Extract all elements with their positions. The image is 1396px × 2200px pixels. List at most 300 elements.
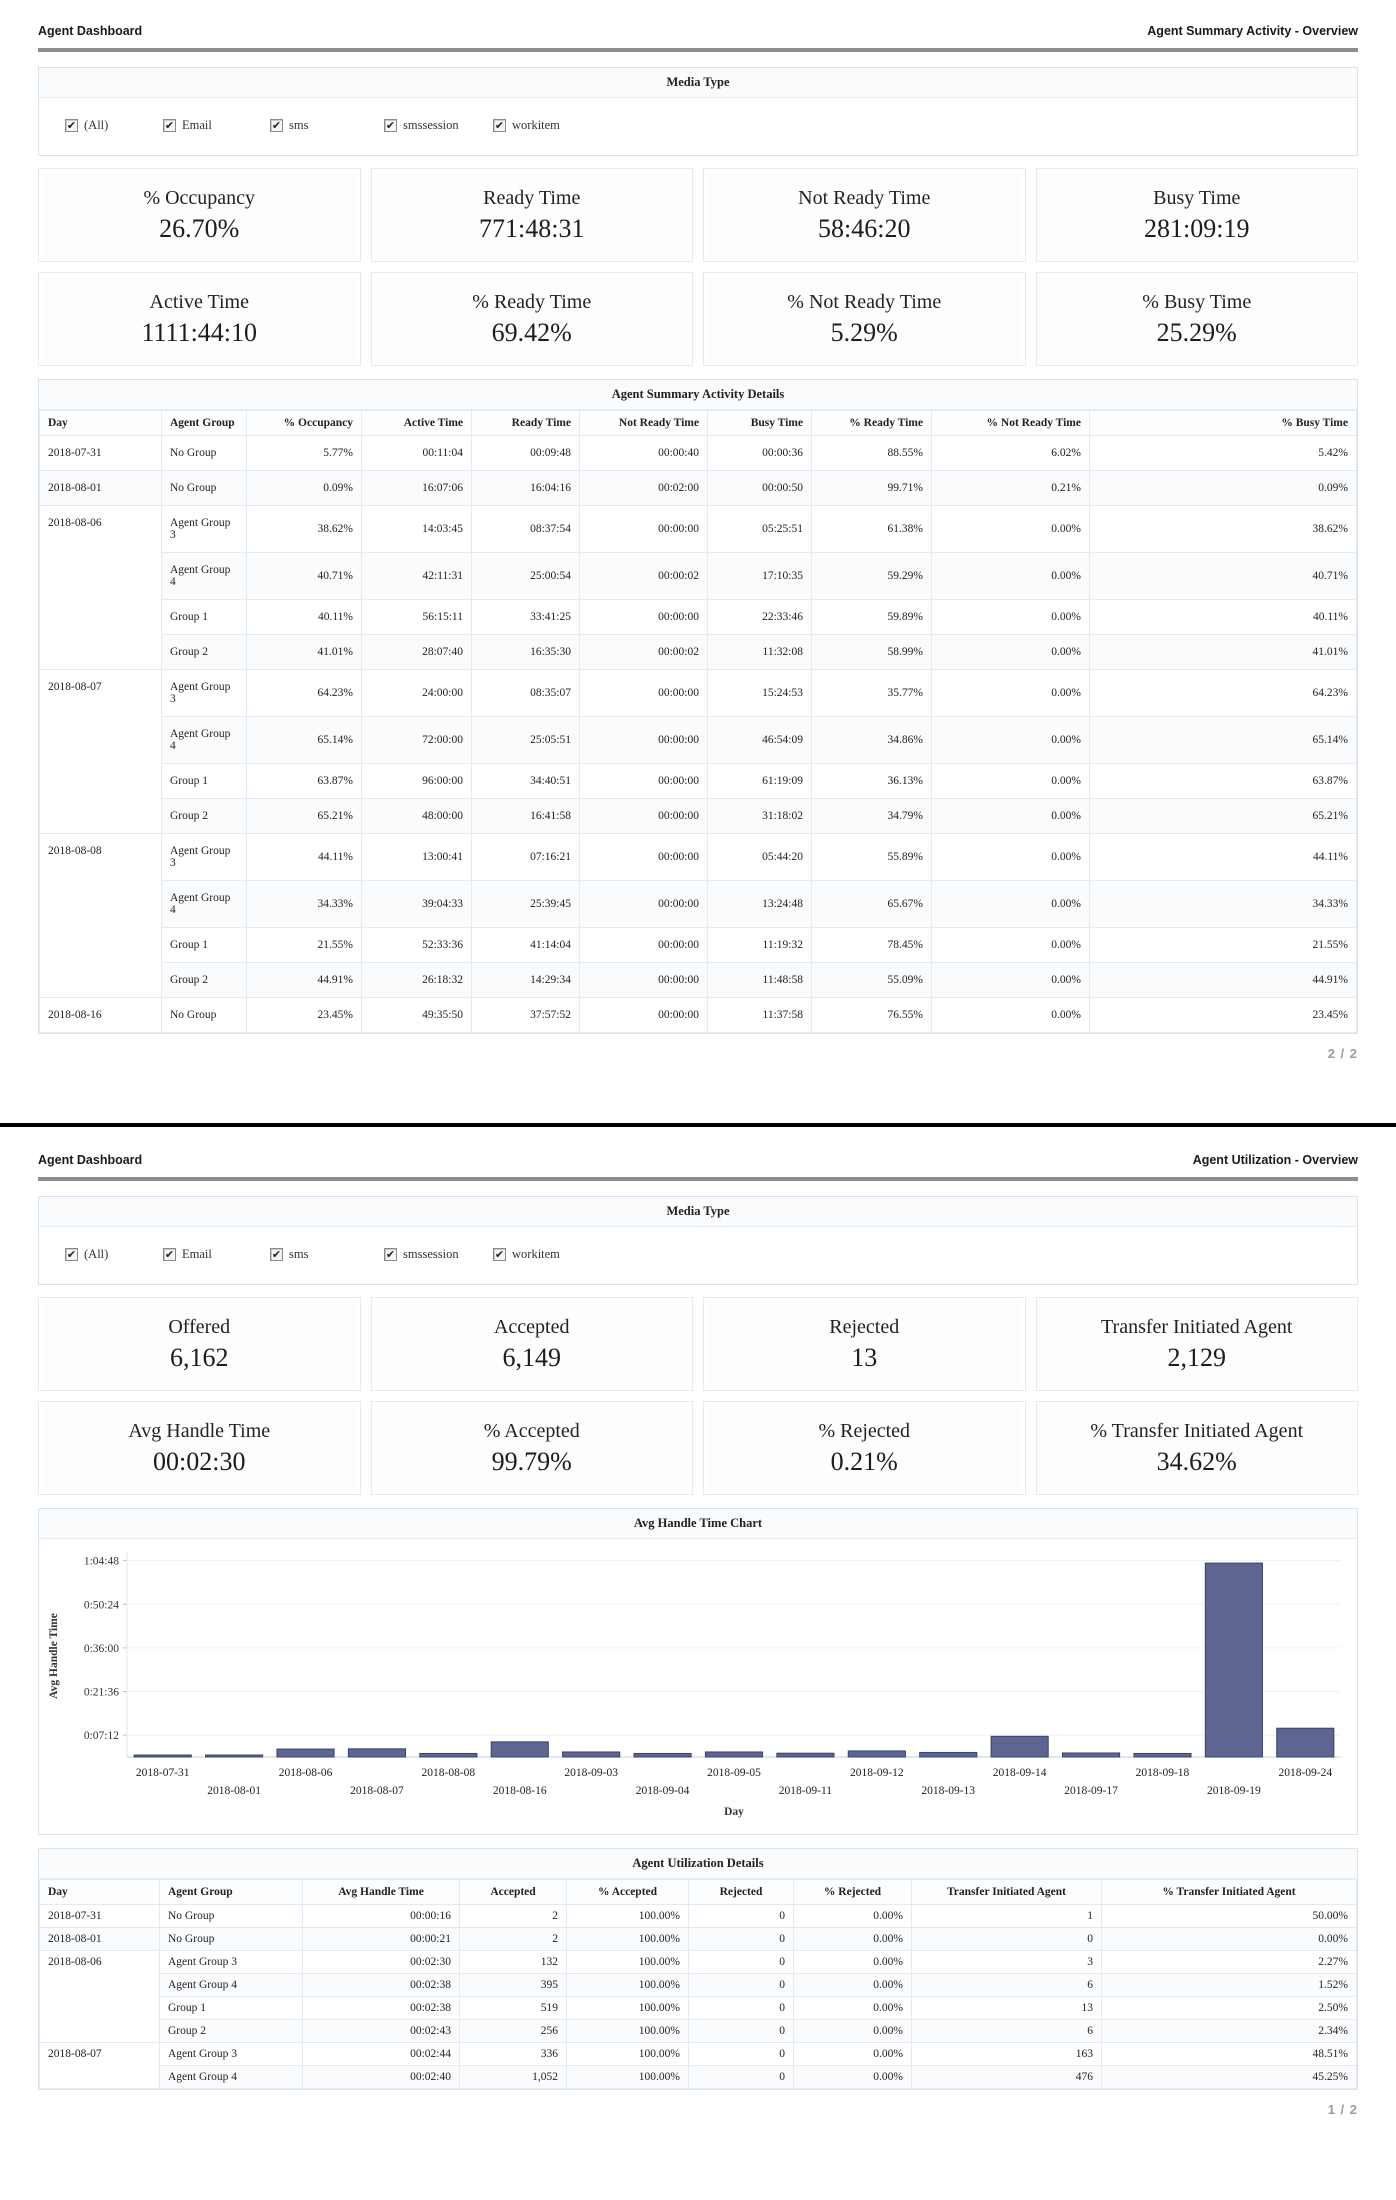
column-header: % Rejected bbox=[794, 1880, 912, 1905]
bar-2018-09-11[interactable] bbox=[777, 1753, 834, 1757]
kpi-card-not-ready-time bbox=[703, 272, 1026, 366]
value-cell: 0.00% bbox=[932, 963, 1090, 998]
media-checkbox-email[interactable]: ✔ bbox=[164, 119, 175, 132]
media-checkbox-smssession[interactable]: ✔ bbox=[385, 1248, 396, 1261]
y-tick-label: 0:21:36 bbox=[83, 1686, 119, 1699]
bar-2018-09-12[interactable] bbox=[848, 1751, 905, 1757]
media-checkbox-label: Email bbox=[182, 1247, 212, 1261]
value-cell: 37:57:52 bbox=[472, 998, 580, 1033]
bar-chart-svg bbox=[39, 1541, 1357, 1825]
value-cell: 0.00% bbox=[794, 1951, 912, 1974]
value-cell: 41.01% bbox=[1090, 635, 1357, 670]
value-cell: 65.14% bbox=[1090, 717, 1357, 764]
bar-2018-08-07[interactable] bbox=[348, 1749, 405, 1757]
y-tick-label: 0:50:24 bbox=[83, 1599, 119, 1612]
x-tick-label: 2018-09-17 bbox=[1064, 1785, 1118, 1797]
value-cell: 0 bbox=[689, 1905, 794, 1928]
kpi-value: 1111:44:10 bbox=[141, 317, 258, 347]
table-row bbox=[40, 471, 1357, 506]
agent-group-cell: Agent Group 3 bbox=[160, 1951, 303, 1974]
value-cell: 16:35:30 bbox=[472, 635, 580, 670]
value-cell: 00:02:38 bbox=[303, 1974, 460, 1997]
table-row bbox=[40, 2020, 1357, 2043]
media-option-smssession bbox=[384, 118, 493, 133]
value-cell: 0.00% bbox=[932, 717, 1090, 764]
value-cell: 11:32:08 bbox=[708, 635, 812, 670]
value-cell: 00:00:00 bbox=[580, 506, 708, 553]
agent-group-cell: Agent Group 4 bbox=[160, 2066, 303, 2089]
column-header: % Ready Time bbox=[812, 411, 932, 436]
media-option-sms bbox=[270, 118, 384, 133]
table-row bbox=[40, 506, 1357, 553]
agent-group-cell: No Group bbox=[160, 1905, 303, 1928]
dashboard-title: Agent Dashboard bbox=[38, 1153, 143, 1167]
media-checkbox-label: (All) bbox=[84, 1247, 109, 1261]
media-type-panel bbox=[38, 1196, 1358, 1285]
kpi-value: 26.70% bbox=[159, 213, 240, 243]
y-tick-label: 0:36:00 bbox=[83, 1642, 119, 1655]
media-checkbox-smssession[interactable]: ✔ bbox=[385, 119, 396, 132]
kpi-card-offered bbox=[38, 1297, 361, 1391]
value-cell: 00:02:38 bbox=[303, 1997, 460, 2020]
column-header: % Transfer Initiated Agent bbox=[1102, 1880, 1357, 1905]
value-cell: 0.09% bbox=[1090, 471, 1357, 506]
value-cell: 15:24:53 bbox=[708, 670, 812, 717]
header-divider bbox=[38, 1177, 1358, 1181]
media-checkbox-email[interactable]: ✔ bbox=[164, 1248, 175, 1261]
bar-2018-08-06[interactable] bbox=[277, 1749, 334, 1757]
agent-group-cell: No Group bbox=[162, 436, 247, 471]
kpi-label: Accepted bbox=[493, 1315, 570, 1338]
value-cell: 52:33:36 bbox=[362, 928, 472, 963]
value-cell: 00:02:00 bbox=[580, 471, 708, 506]
value-cell: 25:39:45 bbox=[472, 881, 580, 928]
value-cell: 6 bbox=[912, 2020, 1102, 2043]
value-cell: 17:10:35 bbox=[708, 553, 812, 600]
value-cell: 14:29:34 bbox=[472, 963, 580, 998]
value-cell: 40.71% bbox=[247, 553, 362, 600]
kpi-value: 13 bbox=[851, 1342, 878, 1372]
x-tick-label: 2018-09-04 bbox=[635, 1785, 690, 1797]
value-cell: 55.89% bbox=[812, 834, 932, 881]
agent-group-cell: No Group bbox=[160, 1928, 303, 1951]
value-cell: 2.27% bbox=[1102, 1951, 1357, 1974]
value-cell: 44.11% bbox=[1090, 834, 1357, 881]
bar-2018-07-31[interactable] bbox=[134, 1755, 191, 1757]
chart-title: Avg Handle Time Chart bbox=[39, 1509, 1357, 1539]
kpi-value: 69.42% bbox=[491, 317, 572, 347]
report-header bbox=[38, 0, 1358, 48]
value-cell: 163 bbox=[912, 2043, 1102, 2066]
value-cell: 0.00% bbox=[932, 834, 1090, 881]
x-tick-label: 2018-09-24 bbox=[1278, 1767, 1333, 1779]
table-row bbox=[40, 2066, 1357, 2089]
agent-summary-activity-table bbox=[39, 410, 1357, 1033]
value-cell: 08:35:07 bbox=[472, 670, 580, 717]
x-tick-label: 2018-08-08 bbox=[421, 1767, 476, 1779]
value-cell: 0 bbox=[689, 2066, 794, 2089]
value-cell: 13:24:48 bbox=[708, 881, 812, 928]
value-cell: 23.45% bbox=[247, 998, 362, 1033]
bar-2018-09-05[interactable] bbox=[705, 1752, 762, 1757]
x-tick-label: 2018-07-31 bbox=[135, 1767, 190, 1779]
day-cell: 2018-08-01 bbox=[40, 471, 162, 506]
column-header: Rejected bbox=[689, 1880, 794, 1905]
value-cell: 00:00:02 bbox=[580, 635, 708, 670]
media-checkbox-sms[interactable]: ✔ bbox=[271, 119, 282, 132]
value-cell: 48:00:00 bbox=[362, 799, 472, 834]
column-header: % Busy Time bbox=[1090, 411, 1357, 436]
bar-2018-09-17[interactable] bbox=[1062, 1753, 1119, 1757]
value-cell: 100.00% bbox=[567, 2020, 689, 2043]
column-header: Not Ready Time bbox=[580, 411, 708, 436]
media-checkbox-sms[interactable]: ✔ bbox=[271, 1248, 282, 1261]
bar-2018-09-19[interactable] bbox=[1205, 1563, 1262, 1757]
value-cell: 64.23% bbox=[1090, 670, 1357, 717]
value-cell: 100.00% bbox=[567, 1997, 689, 2020]
value-cell: 42:11:31 bbox=[362, 553, 472, 600]
value-cell: 40.11% bbox=[247, 600, 362, 635]
media-option-workitem bbox=[493, 118, 560, 133]
x-tick-label: 2018-09-12 bbox=[849, 1767, 904, 1779]
value-cell: 00:00:00 bbox=[580, 717, 708, 764]
table-row bbox=[40, 1974, 1357, 1997]
kpi-value: 771:48:31 bbox=[479, 213, 585, 243]
bar-2018-09-13[interactable] bbox=[920, 1752, 977, 1757]
value-cell: 88.55% bbox=[812, 436, 932, 471]
day-cell: 2018-07-31 bbox=[40, 436, 162, 471]
value-cell: 49:35:50 bbox=[362, 998, 472, 1033]
kpi-label: Transfer Initiated Agent bbox=[1101, 1315, 1293, 1338]
kpi-value: 00:02:30 bbox=[153, 1446, 246, 1476]
value-cell: 00:00:40 bbox=[580, 436, 708, 471]
value-cell: 0.00% bbox=[932, 506, 1090, 553]
media-checkbox-workitem[interactable]: ✔ bbox=[494, 119, 505, 132]
value-cell: 31:18:02 bbox=[708, 799, 812, 834]
agent-group-cell: Group 1 bbox=[162, 600, 247, 635]
value-cell: 14:03:45 bbox=[362, 506, 472, 553]
value-cell: 00:00:00 bbox=[580, 670, 708, 717]
media-checkbox-label: sms bbox=[289, 118, 309, 132]
value-cell: 41:14:04 bbox=[472, 928, 580, 963]
value-cell: 11:48:58 bbox=[708, 963, 812, 998]
media-type-filters-page2 bbox=[39, 1227, 1357, 1284]
kpi-grid-page2 bbox=[38, 1297, 1358, 1495]
value-cell: 40.11% bbox=[1090, 600, 1357, 635]
value-cell: 16:04:16 bbox=[472, 471, 580, 506]
value-cell: 100.00% bbox=[567, 1974, 689, 1997]
table-row bbox=[40, 928, 1357, 963]
day-cell: 2018-08-06 bbox=[40, 1951, 160, 2043]
value-cell: 476 bbox=[912, 2066, 1102, 2089]
x-tick-label: 2018-09-13 bbox=[921, 1785, 976, 1797]
value-cell: 65.21% bbox=[1090, 799, 1357, 834]
column-header: Ready Time bbox=[472, 411, 580, 436]
avg-handle-time-chart bbox=[39, 1539, 1357, 1834]
table-row bbox=[40, 998, 1357, 1033]
value-cell: 0 bbox=[689, 1997, 794, 2020]
value-cell: 0 bbox=[689, 1951, 794, 1974]
y-tick-label: 1:04:48 bbox=[83, 1555, 119, 1568]
report-page-agent-summary bbox=[0, 0, 1396, 1061]
column-header: % Accepted bbox=[567, 1880, 689, 1905]
value-cell: 00:00:00 bbox=[580, 600, 708, 635]
bar-2018-09-24[interactable] bbox=[1277, 1728, 1334, 1757]
table-header-row bbox=[40, 411, 1357, 436]
agent-group-cell: Group 2 bbox=[162, 963, 247, 998]
kpi-value: 281:09:19 bbox=[1144, 213, 1250, 243]
value-cell: 46:54:09 bbox=[708, 717, 812, 764]
value-cell: 56:15:11 bbox=[362, 600, 472, 635]
value-cell: 99.71% bbox=[812, 471, 932, 506]
value-cell: 28:07:40 bbox=[362, 635, 472, 670]
value-cell: 00:00:16 bbox=[303, 1905, 460, 1928]
avg-handle-time-chart-panel bbox=[38, 1508, 1358, 1835]
agent-utilization-table bbox=[39, 1879, 1357, 2089]
table-row bbox=[40, 635, 1357, 670]
media-checkbox-label: smssession bbox=[403, 118, 459, 132]
table-row bbox=[40, 963, 1357, 998]
kpi-value: 6,162 bbox=[170, 1342, 229, 1372]
day-cell: 2018-08-06 bbox=[40, 506, 162, 670]
value-cell: 07:16:21 bbox=[472, 834, 580, 881]
value-cell: 44.91% bbox=[247, 963, 362, 998]
media-checkbox-workitem[interactable]: ✔ bbox=[494, 1248, 505, 1261]
media-checkbox-label: (All) bbox=[84, 118, 109, 132]
value-cell: 0.00% bbox=[932, 881, 1090, 928]
value-cell: 0.00% bbox=[932, 799, 1090, 834]
value-cell: 0.00% bbox=[932, 764, 1090, 799]
agent-group-cell: Group 1 bbox=[160, 1997, 303, 2020]
value-cell: 63.87% bbox=[247, 764, 362, 799]
value-cell: 336 bbox=[460, 2043, 567, 2066]
kpi-label: Rejected bbox=[829, 1315, 900, 1338]
table-row bbox=[40, 1928, 1357, 1951]
value-cell: 16:41:58 bbox=[472, 799, 580, 834]
utilization-details-panel bbox=[38, 1848, 1358, 2090]
value-cell: 25:05:51 bbox=[472, 717, 580, 764]
agent-group-cell: Agent Group 3 bbox=[162, 506, 247, 553]
value-cell: 96:00:00 bbox=[362, 764, 472, 799]
media-option-smssession bbox=[384, 1247, 493, 1262]
value-cell: 00:00:00 bbox=[580, 834, 708, 881]
value-cell: 256 bbox=[460, 2020, 567, 2043]
value-cell: 44.91% bbox=[1090, 963, 1357, 998]
value-cell: 00:09:48 bbox=[472, 436, 580, 471]
value-cell: 0.00% bbox=[794, 2043, 912, 2066]
bar-2018-09-04[interactable] bbox=[634, 1753, 691, 1757]
value-cell: 100.00% bbox=[567, 1905, 689, 1928]
bar-2018-09-18[interactable] bbox=[1134, 1753, 1191, 1757]
table-row bbox=[40, 799, 1357, 834]
table-row bbox=[40, 881, 1357, 928]
kpi-card-busy-time bbox=[1036, 272, 1359, 366]
kpi-card-transfer-initiated-agent bbox=[1036, 1297, 1359, 1391]
value-cell: 2.50% bbox=[1102, 1997, 1357, 2020]
column-header: Agent Group bbox=[162, 411, 247, 436]
value-cell: 00:00:00 bbox=[580, 881, 708, 928]
x-tick-label: 2018-08-07 bbox=[350, 1785, 404, 1797]
value-cell: 2 bbox=[460, 1928, 567, 1951]
kpi-label: % Not Ready Time bbox=[787, 290, 942, 313]
media-option-sms bbox=[270, 1247, 384, 1262]
bar-2018-09-14[interactable] bbox=[991, 1736, 1048, 1757]
kpi-card-active-time bbox=[38, 272, 361, 366]
x-tick-label: 2018-09-05 bbox=[707, 1767, 761, 1779]
value-cell: 39:04:33 bbox=[362, 881, 472, 928]
value-cell: 64.23% bbox=[247, 670, 362, 717]
value-cell: 13:00:41 bbox=[362, 834, 472, 881]
value-cell: 00:02:30 bbox=[303, 1951, 460, 1974]
kpi-label: Avg Handle Time bbox=[128, 1419, 271, 1442]
x-tick-label: 2018-09-11 bbox=[778, 1785, 833, 1797]
value-cell: 33:41:25 bbox=[472, 600, 580, 635]
value-cell: 0 bbox=[689, 2020, 794, 2043]
kpi-label: % Busy Time bbox=[1142, 290, 1252, 313]
y-axis-title: Avg Handle Time bbox=[48, 1613, 60, 1699]
kpi-label: Busy Time bbox=[1153, 186, 1241, 209]
value-cell: 00:02:43 bbox=[303, 2020, 460, 2043]
kpi-value: 25.29% bbox=[1156, 317, 1237, 347]
value-cell: 00:00:36 bbox=[708, 436, 812, 471]
value-cell: 78.45% bbox=[812, 928, 932, 963]
value-cell: 00:02:44 bbox=[303, 2043, 460, 2066]
x-axis-title: Day bbox=[724, 1806, 744, 1818]
media-checkbox-label: workitem bbox=[512, 118, 560, 132]
kpi-value: 0.21% bbox=[830, 1446, 898, 1476]
value-cell: 1.52% bbox=[1102, 1974, 1357, 1997]
value-cell: 0.09% bbox=[247, 471, 362, 506]
agent-group-cell: Group 1 bbox=[162, 928, 247, 963]
column-header: Active Time bbox=[362, 411, 472, 436]
kpi-label: Offered bbox=[168, 1315, 231, 1338]
table-row bbox=[40, 2043, 1357, 2066]
bar-2018-08-01[interactable] bbox=[206, 1755, 263, 1757]
value-cell: 34.33% bbox=[247, 881, 362, 928]
value-cell: 63.87% bbox=[1090, 764, 1357, 799]
value-cell: 00:00:00 bbox=[580, 928, 708, 963]
value-cell: 00:00:00 bbox=[580, 963, 708, 998]
value-cell: 22:33:46 bbox=[708, 600, 812, 635]
value-cell: 100.00% bbox=[567, 2066, 689, 2089]
header-divider bbox=[38, 48, 1358, 52]
value-cell: 34.79% bbox=[812, 799, 932, 834]
column-header: Accepted bbox=[460, 1880, 567, 1905]
value-cell: 2.34% bbox=[1102, 2020, 1357, 2043]
media-option-workitem bbox=[493, 1247, 560, 1262]
table-row bbox=[40, 670, 1357, 717]
value-cell: 34.86% bbox=[812, 717, 932, 764]
table-row bbox=[40, 1997, 1357, 2020]
table-row bbox=[40, 764, 1357, 799]
value-cell: 00:00:00 bbox=[580, 998, 708, 1033]
page-indicator: 2 / 2 bbox=[1327, 1046, 1358, 1061]
value-cell: 59.29% bbox=[812, 553, 932, 600]
value-cell: 0.00% bbox=[932, 553, 1090, 600]
value-cell: 0 bbox=[912, 1928, 1102, 1951]
value-cell: 6.02% bbox=[932, 436, 1090, 471]
media-checkbox-all[interactable]: ✔ bbox=[66, 119, 77, 132]
media-option-all bbox=[65, 1247, 163, 1262]
value-cell: 2 bbox=[460, 1905, 567, 1928]
media-checkbox-label: workitem bbox=[512, 1247, 560, 1261]
utilization-details-title: Agent Utilization Details bbox=[39, 1849, 1357, 1879]
value-cell: 00:00:00 bbox=[580, 799, 708, 834]
value-cell: 08:37:54 bbox=[472, 506, 580, 553]
media-checkbox-all[interactable]: ✔ bbox=[66, 1248, 77, 1261]
value-cell: 40.71% bbox=[1090, 553, 1357, 600]
bar-2018-09-03[interactable] bbox=[563, 1752, 620, 1757]
value-cell: 0.21% bbox=[932, 471, 1090, 506]
x-tick-label: 2018-09-18 bbox=[1135, 1767, 1190, 1779]
media-option-email bbox=[163, 118, 270, 133]
agent-group-cell: Agent Group 3 bbox=[162, 834, 247, 881]
table-row bbox=[40, 436, 1357, 471]
kpi-card-occupancy bbox=[38, 168, 361, 262]
media-type-filters-page1 bbox=[39, 98, 1357, 155]
column-header: Day bbox=[40, 411, 162, 436]
value-cell: 11:37:58 bbox=[708, 998, 812, 1033]
report-title: Agent Utilization - Overview bbox=[1192, 1153, 1358, 1167]
kpi-label: % Rejected bbox=[818, 1419, 911, 1442]
kpi-value: 99.79% bbox=[491, 1446, 572, 1476]
column-header: Day bbox=[40, 1880, 160, 1905]
value-cell: 5.77% bbox=[247, 436, 362, 471]
day-cell: 2018-08-01 bbox=[40, 1928, 160, 1951]
bar-2018-08-16[interactable] bbox=[491, 1742, 548, 1757]
value-cell: 36.13% bbox=[812, 764, 932, 799]
column-header: Avg Handle Time bbox=[303, 1880, 460, 1905]
report-header bbox=[38, 1127, 1358, 1177]
agent-group-cell: Group 2 bbox=[162, 635, 247, 670]
value-cell: 0.00% bbox=[794, 2066, 912, 2089]
value-cell: 0.00% bbox=[794, 2020, 912, 2043]
value-cell: 23.45% bbox=[1090, 998, 1357, 1033]
kpi-value: 2,129 bbox=[1167, 1342, 1226, 1372]
x-tick-label: 2018-09-19 bbox=[1207, 1785, 1261, 1797]
agent-group-cell: Agent Group 4 bbox=[160, 1974, 303, 1997]
report-title: Agent Summary Activity - Overview bbox=[1147, 24, 1358, 38]
table-row bbox=[40, 1951, 1357, 1974]
value-cell: 132 bbox=[460, 1951, 567, 1974]
kpi-value: 6,149 bbox=[502, 1342, 561, 1372]
kpi-card-avg-handle-time bbox=[38, 1401, 361, 1495]
dashboard-title: Agent Dashboard bbox=[38, 24, 143, 38]
value-cell: 58.99% bbox=[812, 635, 932, 670]
value-cell: 519 bbox=[460, 1997, 567, 2020]
column-header: % Occupancy bbox=[247, 411, 362, 436]
bar-2018-08-08[interactable] bbox=[420, 1753, 477, 1757]
value-cell: 34:40:51 bbox=[472, 764, 580, 799]
value-cell: 35.77% bbox=[812, 670, 932, 717]
kpi-card-busy-time bbox=[1036, 168, 1359, 262]
page-indicator: 1 / 2 bbox=[1327, 2102, 1358, 2117]
kpi-value: 58:46:20 bbox=[818, 213, 911, 243]
value-cell: 0.00% bbox=[932, 670, 1090, 717]
x-tick-label: 2018-09-03 bbox=[564, 1767, 619, 1779]
x-tick-label: 2018-08-16 bbox=[492, 1785, 547, 1797]
table-row bbox=[40, 600, 1357, 635]
value-cell: 0.00% bbox=[932, 928, 1090, 963]
day-cell: 2018-08-07 bbox=[40, 2043, 160, 2089]
media-checkbox-label: sms bbox=[289, 1247, 309, 1261]
value-cell: 38.62% bbox=[1090, 506, 1357, 553]
kpi-label: Ready Time bbox=[483, 186, 581, 209]
media-option-all bbox=[65, 118, 163, 133]
kpi-card-not-ready-time bbox=[703, 168, 1026, 262]
kpi-label: % Transfer Initiated Agent bbox=[1090, 1419, 1304, 1442]
value-cell: 76.55% bbox=[812, 998, 932, 1033]
